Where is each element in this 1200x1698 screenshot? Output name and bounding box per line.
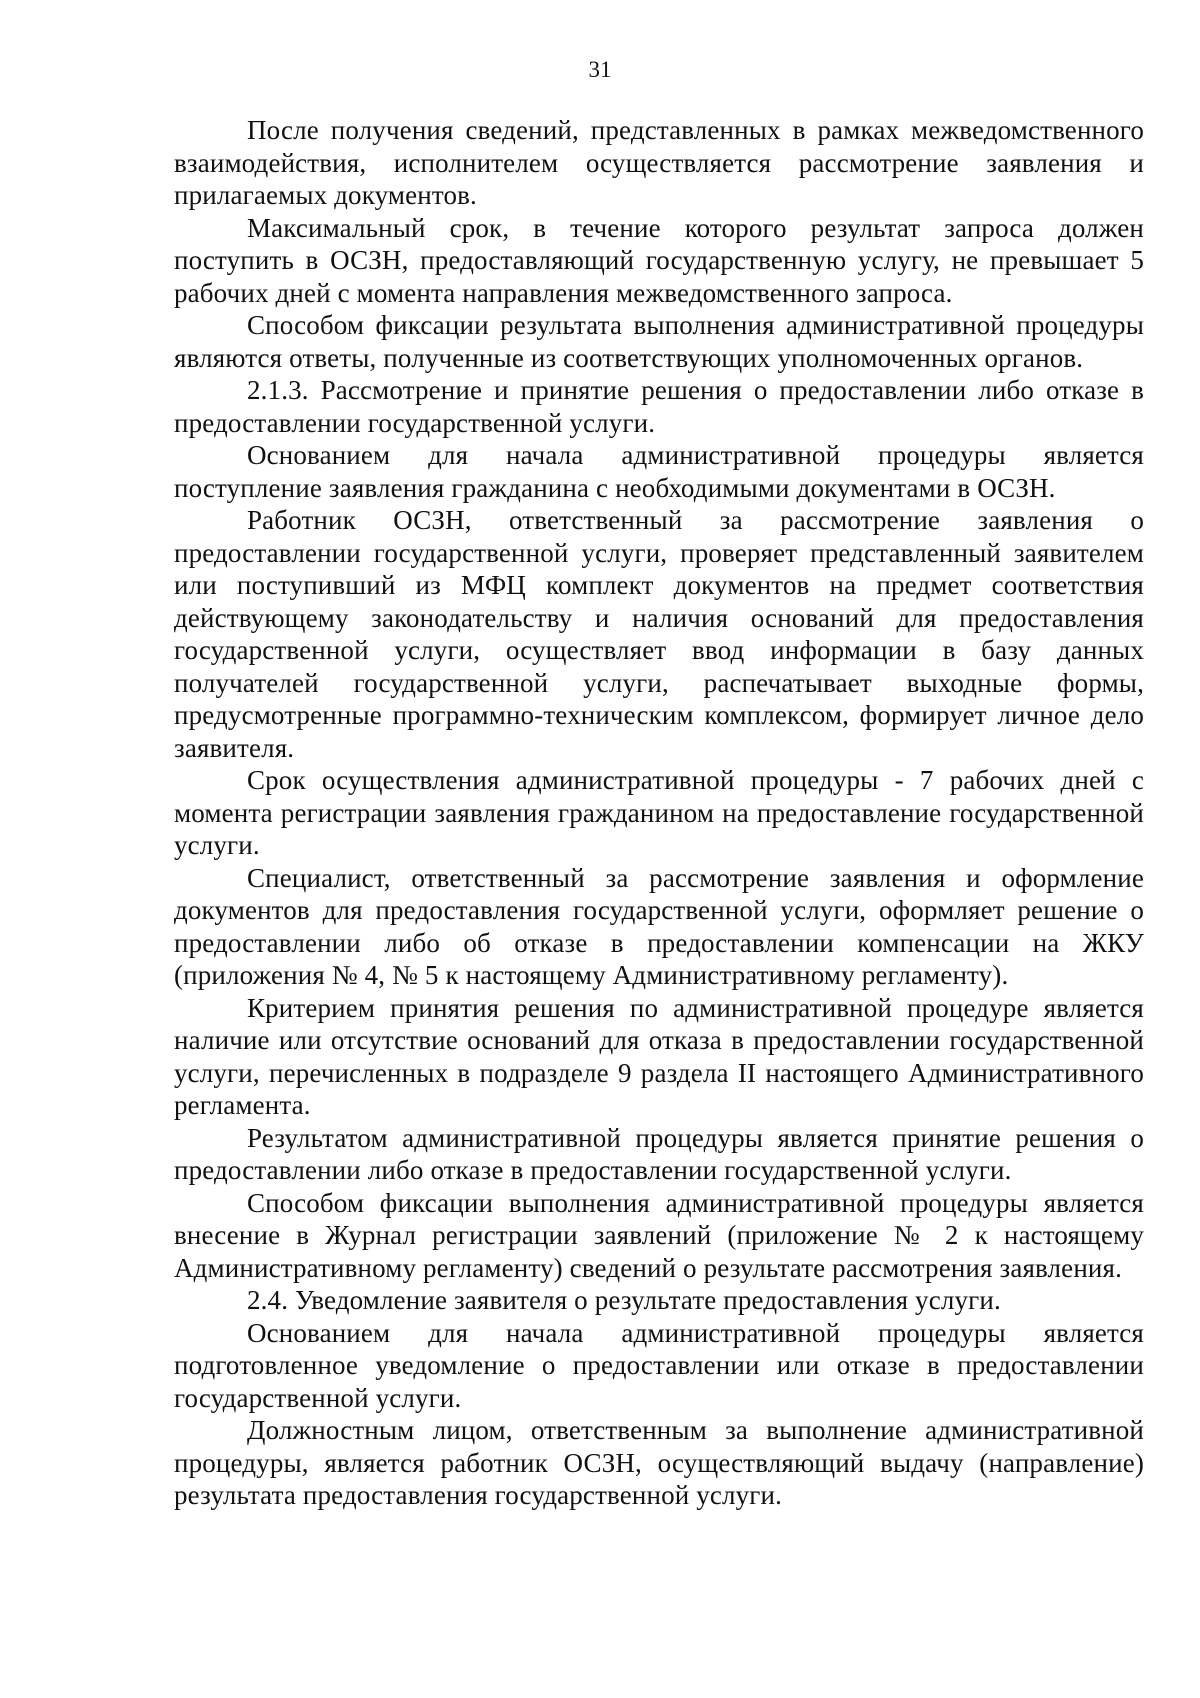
paragraph-decision-criterion: Критерием принятия решения по административной процедуре является наличие или отсутствие оснований для отказа в предоставлении государственной услуги, перечисленных в подразделе 9 раздела II настоящего Административного регламента.	[174, 992, 1144, 1120]
section-heading-2-1-3: 2.1.3. Рассмотрение и принятие решения о предоставлении либо отказе в предоставлении государственной услуги.	[174, 375, 1144, 438]
paragraph-interagency-review: После получения сведений, представленных в рамках межведомственного взаимодействия, исполнителем осуществляется рассмотрение заявления и прилагаемых документов.	[174, 115, 1144, 210]
page-number: 31	[588, 57, 612, 82]
document-body	[174, 114, 1144, 1512]
paragraph-fixation-method-responses: Способом фиксации результата выполнения административной процедуры являются ответы, полученные из соответствующих уполномоченных органов.	[174, 310, 1144, 373]
paragraph-procedure-term: Срок осуществления административной процедуры - 7 рабочих дней с момента регистрации заявления гражданином на предоставление государственной услуги.	[174, 765, 1144, 860]
paragraph-notification-basis: Основанием для начала административной процедуры является подготовленное уведомление о предоставлении или отказе в предоставлении государственной услуги.	[174, 1317, 1144, 1413]
section-heading-2-4: 2.4. Уведомление заявителя о результате предоставления услуги.	[247, 1285, 1001, 1315]
paragraph-worker-duties: Работник ОСЗН, ответственный за рассмотрение заявления о предоставлении государственной услуги, проверяет представленный заявителем или поступивший из МФЦ комплект документов на предмет соответствия действующему законодательству и наличия оснований для предоставления государственной услуги, осуществляет ввод информации в базу данных получателей государственной услуги, распечатывает выходные формы, предусмотренные программно-техническим комплексом, формирует личное дело заявителя.	[174, 505, 1144, 763]
paragraph-max-deadline: Максимальный срок, в течение которого результат запроса должен поступить в ОСЗН, предоставляющий государственную услугу, не превышает 5 рабочих дней с момента направления межведомственного запроса.	[174, 212, 1144, 308]
paragraph-specialist-decision: Специалист, ответственный за рассмотрение заявления и оформление документов для предоставления государственной услуги, оформляет решение о предоставлении либо об отказе в предоставлении компенсации на ЖКУ (приложения № 4, № 5 к настоящему Административному регламенту).	[174, 862, 1144, 990]
paragraph-responsible-official: Должностным лицом, ответственным за выполнение административной процедуры, является работник ОСЗН, осуществляющий выдачу (направление) результата предоставления государственной услуги.	[174, 1415, 1144, 1510]
paragraph-procedure-result: Результатом административной процедуры является принятие решения о предоставлении либо отказе в предоставлении государственной услуги.	[174, 1122, 1144, 1185]
paragraph-procedure-basis: Основанием для начала административной процедуры является поступление заявления гражданина с необходимыми документами в ОСЗН.	[174, 440, 1144, 503]
paragraph-fixation-method-journal: Способом фиксации выполнения административной процедуры является внесение в Журнал регистрации заявлений (приложение № 2 к настоящему Административному регламенту) сведений о результате рассмотрения заявления.	[174, 1187, 1144, 1283]
